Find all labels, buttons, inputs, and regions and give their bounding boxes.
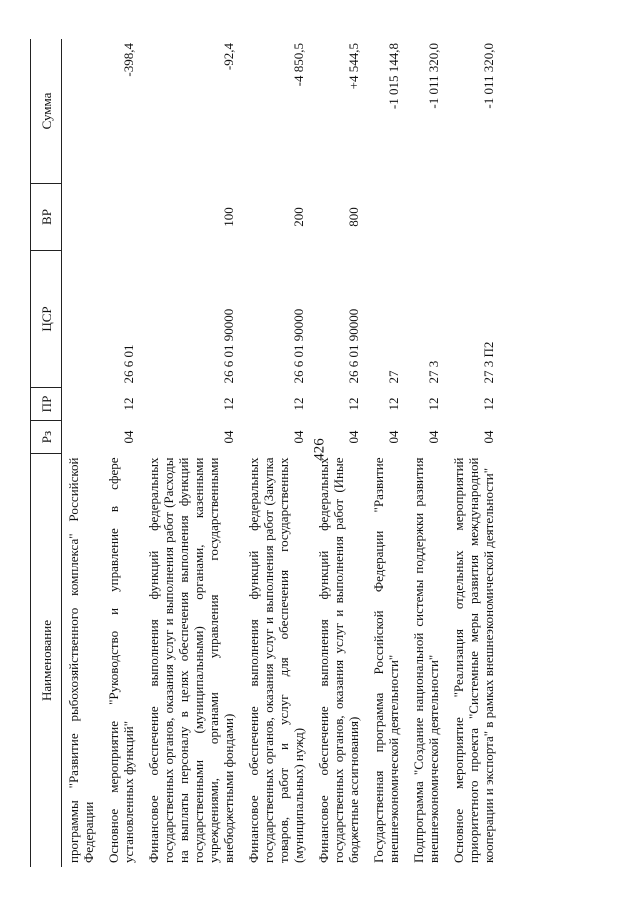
row-rz: 04: [386, 430, 401, 444]
row-sum: -92,4: [221, 43, 236, 71]
row-pr: 12: [346, 397, 361, 411]
row-vr: 800: [346, 207, 361, 227]
row-csr: 26 6 01 90000: [291, 308, 306, 384]
row-rz: 04: [426, 430, 441, 444]
row-rz: 04: [221, 430, 236, 444]
row-rz: 04: [121, 430, 136, 444]
budget-table-page: [30, 39, 610, 867]
table-row: [312, 39, 367, 867]
row-pr: 12: [291, 397, 306, 411]
row-sum: -1 015 144,8: [386, 43, 401, 110]
row-vr: 200: [291, 207, 306, 227]
table-row: [407, 39, 447, 867]
row-pr: 12: [221, 397, 236, 411]
row-vr: [102, 184, 142, 251]
row-sum: -398,4: [121, 43, 136, 77]
row-vr: [407, 184, 447, 251]
row-csr: 27: [386, 370, 401, 384]
row-sum: -4 850,5: [291, 43, 306, 87]
table-header-row: [31, 39, 62, 867]
row-rz: [62, 421, 103, 454]
page-number: 426: [311, 438, 328, 461]
row-sum: +4 544,5: [346, 43, 361, 90]
header-vr: ВР: [31, 184, 62, 251]
row-vr: 100: [221, 207, 236, 227]
row-pr: 12: [121, 397, 136, 411]
row-pr: 12: [386, 397, 401, 411]
row-pr: [62, 388, 103, 421]
budget-table: [30, 39, 502, 867]
row-csr: 26 6 01 90000: [346, 308, 361, 384]
header-name: Наименование: [31, 454, 62, 868]
row-csr: 27 3 П2: [481, 341, 496, 384]
row-name: Финансовое обеспечение выполнения функций федеральных государственных органов, оказания услуг и выполнения работ (Закупка товаров, работ и услуг для обеспечения государственных (муниципальных) нужд): [246, 457, 306, 863]
header-rz: Рз: [31, 421, 62, 454]
row-pr: 12: [426, 397, 441, 411]
row-vr: [367, 184, 407, 251]
row-vr: [447, 184, 502, 251]
row-sum: [62, 39, 103, 184]
row-csr: [62, 251, 103, 388]
row-csr: 26 6 01: [121, 344, 136, 384]
table-row: [102, 39, 142, 867]
row-name: Основное мероприятие "Реализация отдельных мероприятий приоритетного проекта "Системные меры развития международной кооперации и экспорта" в рамках внешнеэкономической деятельности": [451, 457, 496, 863]
row-name: Основное мероприятие "Руководство и управление в сфере установленных функций": [106, 457, 136, 863]
row-csr: 27 3: [426, 360, 441, 384]
table-row: [142, 39, 242, 867]
row-rz: 04: [481, 430, 496, 444]
table-row: [242, 39, 312, 867]
row-name: Финансовое обеспечение выполнения функций федеральных государственных органов, оказания услуг и выполнения работ (Иные бюджетные ассигнования): [316, 457, 361, 863]
header-pr: ПР: [31, 388, 62, 421]
row-name: программы "Развитие рыбохозяйственного комплекса" Российской Федерации: [66, 457, 96, 863]
row-name: Финансовое обеспечение выполнения функций федеральных государственных органов, оказания услуг и выполнения работ (Расходы на выплаты персоналу в целях обеспечения выполнения функций государственными (муниципальными) органами, казенными учреждениями, органами управления государственными внебюджетными фондами): [146, 457, 236, 863]
table-row: [367, 39, 407, 867]
row-vr: [62, 184, 103, 251]
table-row: [447, 39, 502, 867]
table-row: [62, 39, 103, 867]
header-sum: Сумма: [31, 39, 62, 184]
row-pr: 12: [481, 397, 496, 411]
row-csr: 26 6 01 90000: [221, 308, 236, 384]
row-name: Подпрограмма "Создание национальной системы поддержки развития внешнеэкономической деятельности": [411, 457, 441, 863]
row-rz: 04: [291, 430, 306, 444]
header-csr: ЦСР: [31, 251, 62, 388]
row-rz: 04: [346, 430, 361, 444]
row-sum: -1 011 320,0: [481, 43, 496, 109]
row-sum: -1 011 320,0: [426, 43, 441, 109]
row-name: Государственная программа Российской Федерации "Развитие внешнеэкономической деятельности": [371, 457, 401, 863]
